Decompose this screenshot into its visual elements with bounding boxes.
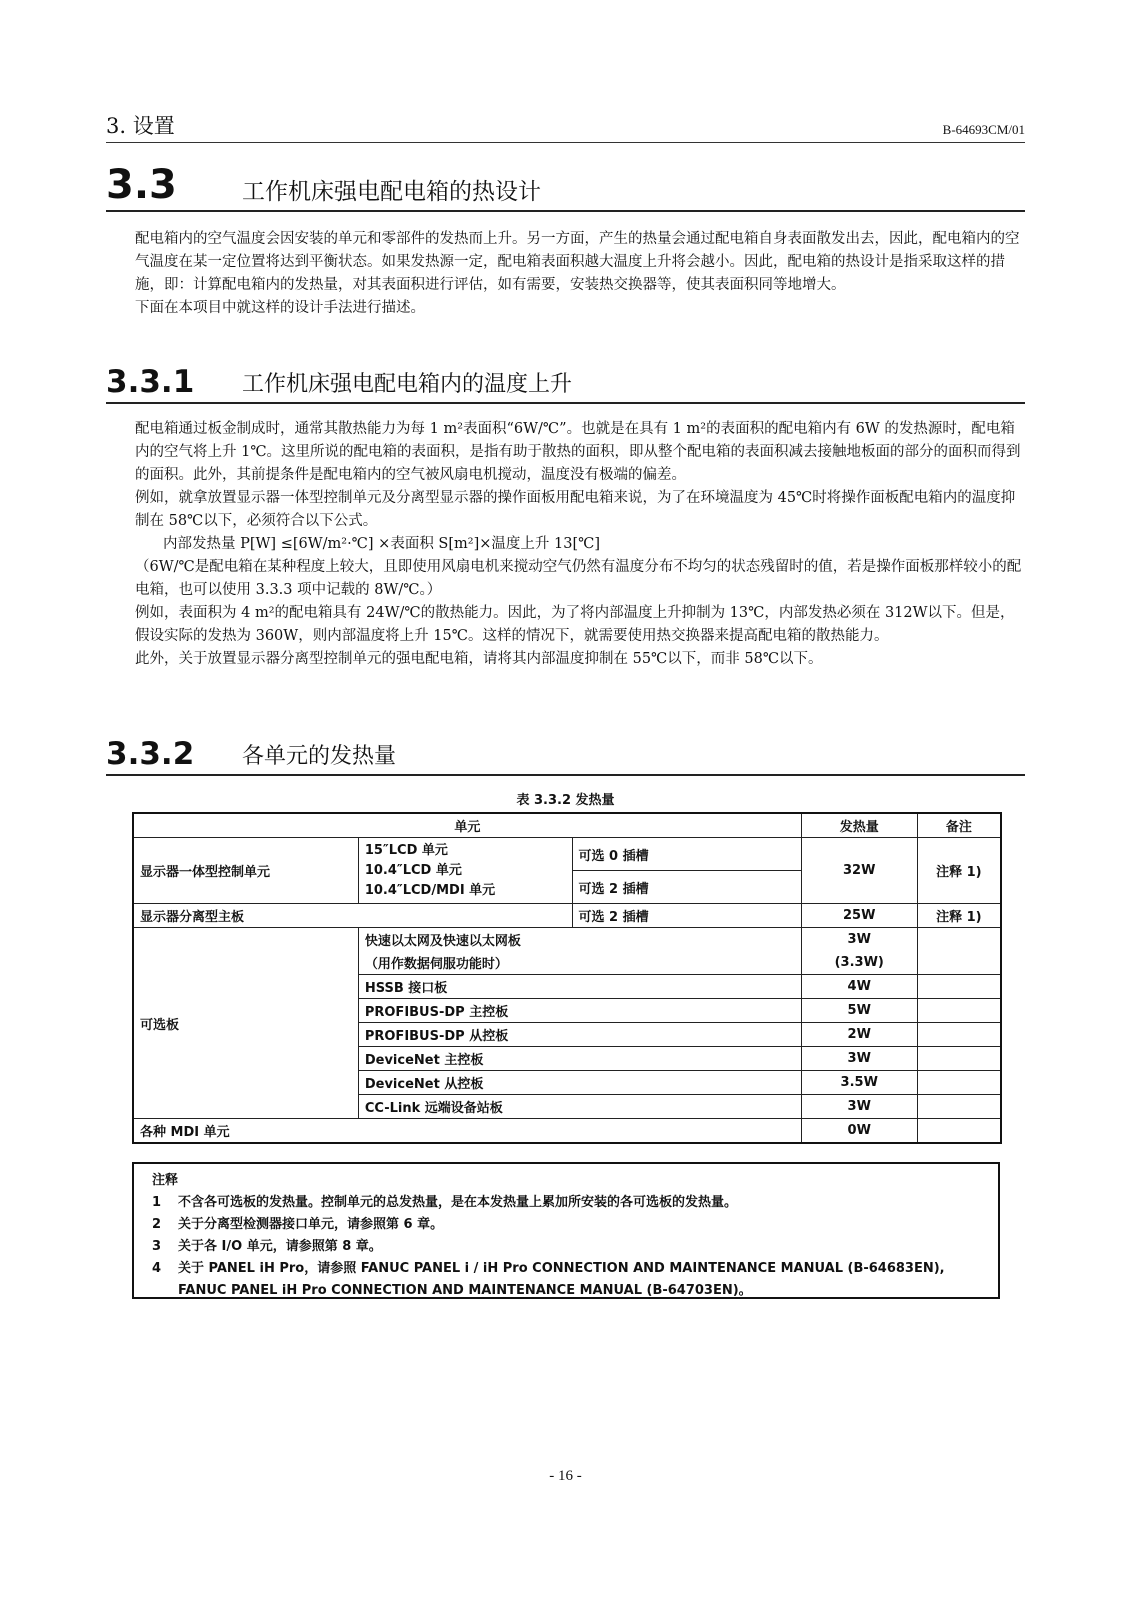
section-number: 3.3.1	[106, 364, 195, 400]
option-note	[917, 999, 1001, 1023]
option-heat: 3W	[801, 1095, 917, 1119]
chapter-label: 3. 设置	[106, 114, 175, 138]
option-name: （用作数据伺服功能时）	[358, 951, 801, 975]
option-board-label: 可选板	[133, 928, 358, 1119]
header-heat: 发热量	[801, 813, 917, 838]
document-id: B-64693CM/01	[942, 122, 1025, 137]
page-number: - 16 -	[549, 1468, 582, 1484]
separate-heat: 25W	[801, 904, 917, 928]
slot-0: 可选 0 插槽	[572, 838, 801, 871]
formula: 内部发热量 P[W] ≤[6W/m²·℃] ×表面积 S[m²]×温度上升 13[℃]	[163, 536, 600, 552]
option-note	[917, 1095, 1001, 1119]
section-title: 工作机床强电配电箱内的温度上升	[242, 372, 573, 397]
note-text: 不含各可选板的发热量。控制单元的总发热量，是在本发热量上累加所安装的各可选板的发热量。	[178, 1195, 738, 1210]
option-note	[917, 1023, 1001, 1047]
option-heat: (3.3W)	[801, 951, 917, 975]
note-index: 3	[152, 1239, 162, 1254]
paragraph: 例如，表面积为 4 m²的配电箱具有 24W/℃的散热能力。因此，为了将内部温度上升抑制为 13℃，内部发热必须在 312W以下。但是，假设实际的发热为 360W，则内部温度将上升 15℃。这样的情况下，就需要使用热交换器来提高配电箱的散热能力。	[135, 605, 1015, 644]
option-note	[917, 1071, 1001, 1095]
table-caption: 表 3.3.2 发热量	[516, 793, 615, 808]
option-name: PROFIBUS-DP 主控板	[358, 999, 801, 1023]
paragraph: （6W/℃是配电箱在某种程度上较大，且即使用风扇电机来搅动空气仍然有温度分布不均匀的状态残留时的值，若是操作面板那样较小的配电箱，也可以使用 3.3.3 项中记载的 8W/℃。）	[135, 559, 1022, 598]
note-item	[152, 1236, 988, 1258]
option-note	[917, 928, 1001, 975]
note-item	[152, 1258, 988, 1302]
option-heat: 5W	[801, 999, 917, 1023]
table-row	[133, 904, 1001, 928]
separate-board-label: 显示器分离型主板	[133, 904, 572, 928]
option-note	[917, 975, 1001, 999]
option-heat: 4W	[801, 975, 917, 999]
integrated-note: 注释 1)	[917, 838, 1001, 904]
table-row	[133, 928, 1001, 952]
option-name: 快速以太网及快速以太网板	[358, 928, 801, 952]
note-item	[152, 1214, 988, 1236]
note-text: 关于 PANEL iH Pro，请参照 FANUC PANEL i / iH Pro CONNECTION AND MAINTENANCE MANUAL (B-64683EN), FANUC PANEL iH Pro CONNECTION AND MAINTENANCE MANUAL (B-64703EN)。	[178, 1261, 945, 1298]
section-3-3-2-heading	[106, 732, 1025, 776]
option-heat: 3.5W	[801, 1071, 917, 1095]
separate-slot: 可选 2 插槽	[572, 904, 801, 928]
integrated-unit-label: 显示器一体型控制单元	[133, 838, 358, 904]
notes-title: 注释	[152, 1173, 179, 1188]
table-row	[133, 838, 1001, 871]
option-heat: 3W	[801, 1047, 917, 1071]
note-text: 关于各 I/O 单元，请参照第 8 章。	[178, 1239, 382, 1254]
paragraph: 例如，就拿放置显示器一体型控制单元及分离型显示器的操作面板用配电箱来说，为了在环境温度为 45℃时将操作面板配电箱内的温度抑制在 58℃以下，必须符合以下公式。	[135, 490, 1016, 529]
model-name: 10.4″LCD 单元	[364, 862, 462, 878]
separate-note: 注释 1)	[917, 904, 1001, 928]
notes-box	[132, 1162, 1000, 1299]
section-3-3-1-heading	[106, 362, 1025, 404]
note-index: 4	[152, 1261, 162, 1276]
header-note: 备注	[917, 813, 1001, 838]
option-name: CC-Link 远端设备站板	[358, 1095, 801, 1119]
note-item	[152, 1192, 988, 1214]
option-heat: 2W	[801, 1023, 917, 1047]
paragraph: 下面在本项目中就这样的设计手法进行描述。	[135, 300, 425, 316]
mdi-note	[917, 1119, 1001, 1144]
option-name: DeviceNet 主控板	[358, 1047, 801, 1071]
table-row	[133, 1119, 1001, 1144]
model-name: 10.4″LCD/MDI 单元	[364, 882, 496, 898]
table-header-row	[133, 813, 1001, 838]
mdi-unit-label: 各种 MDI 单元	[133, 1119, 801, 1144]
integrated-models	[358, 838, 572, 904]
note-index: 1	[152, 1195, 162, 1210]
option-name: DeviceNet 从控板	[358, 1071, 801, 1095]
header-unit: 单元	[133, 813, 801, 838]
mdi-heat: 0W	[801, 1119, 917, 1144]
heat-table	[132, 812, 1002, 1144]
section-number: 3.3	[106, 162, 177, 208]
model-name: 15″LCD 单元	[364, 842, 448, 858]
paragraph: 此外，关于放置显示器分离型控制单元的强电配电箱，请将其内部温度抑制在 55℃以下，而非 58℃以下。	[135, 651, 823, 667]
section-title: 各单元的发热量	[242, 744, 397, 769]
option-heat: 3W	[801, 928, 917, 952]
section-title: 工作机床强电配电箱的热设计	[242, 179, 541, 205]
section-number: 3.3.2	[106, 736, 195, 772]
integrated-heat: 32W	[801, 838, 917, 904]
option-note	[917, 1047, 1001, 1071]
note-index: 2	[152, 1217, 162, 1232]
slot-2: 可选 2 插槽	[572, 871, 801, 904]
running-header	[106, 112, 1025, 143]
section-3-3-body	[135, 228, 1025, 320]
section-3-3-1-body	[135, 418, 1025, 671]
paragraph: 配电箱内的空气温度会因安装的单元和零部件的发热而上升。另一方面，产生的热量会通过配电箱自身表面散发出去，因此，配电箱内的空气温度在某一定位置将达到平衡状态。如果发热源一定，配电箱表面积越大温度上升将会越小。因此，配电箱的热设计是指采取这样的措施，即：计算配电箱内的发热量，对其表面积进行评估，如有需要，安装热交换器等，使其表面积同等地增大。	[135, 231, 1020, 293]
paragraph: 配电箱通过板金制成时，通常其散热能力为每 1 m²表面积“6W/℃”。也就是在具有 1 m²的表面积的配电箱内有 6W 的发热源时，配电箱内的空气将上升 1℃。这里所说的配电箱的表面积，是指有助于散热的面积，即从整个配电箱的表面积减去接触地板面的部分的面积而得到的面积。此外，其前提条件是配电箱内的空气被风扇电机搅动，温度没有极端的偏差。	[135, 421, 1021, 483]
option-name: PROFIBUS-DP 从控板	[358, 1023, 801, 1047]
option-name: HSSB 接口板	[358, 975, 801, 999]
note-text: 关于分离型检测器接口单元，请参照第 6 章。	[178, 1217, 444, 1232]
section-3-3-heading	[106, 160, 1025, 212]
